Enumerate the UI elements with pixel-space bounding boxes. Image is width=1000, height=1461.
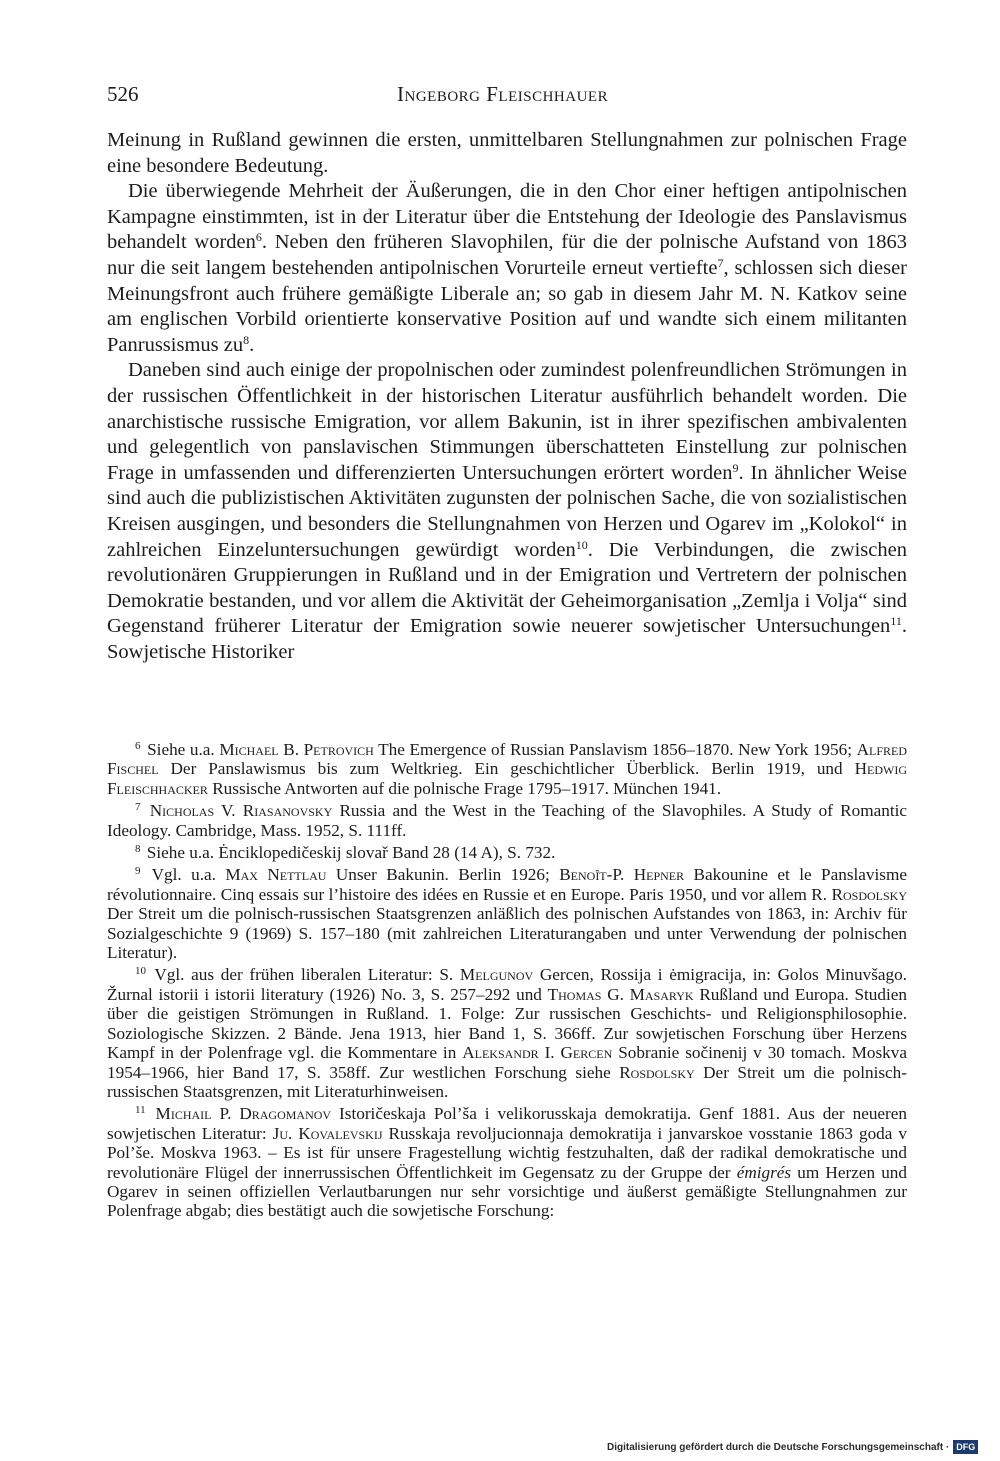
footnote-11: $^{11}$ Michail P. Dragomanov Istoričeskaja Pol’ša i velikorusskaja demokratija. Genf 1881. Aus der neueren sowjetischen Literatur: Ju. Kovalevskij Russkaja revoljucionnaja demokratija i janvarskoe vosstanie 1863 goda v Pol’še. Moskva 1963. – Es ist für unsere Fragestellung wichtig festzuhalten, daß der radikal demokratische und revolutionäre Flügel der innerrussischen Öffentlichkeit im Gegensatz zu der Gruppe der émigrés um Herzen und Ogarev in seinen offiziellen Verlautbarungen nur sehr vorsichtige und äußerst gemäßigte Stellungnahmen zur Polenfrage abgab; dies bestätigt auch die sowjetische Forschung: [107, 1104, 907, 1221]
digitization-credit [607, 1440, 978, 1454]
credit-text: Digitalisierung gefördert durch die Deutsche Forschungsgemeinschaft · [607, 1441, 950, 1453]
footnote-9: $^9$ Vgl. u.a. Max Nettlau Unser Bakunin. Berlin 1926; Benoît-P. Hepner Bakounine et le Panslavisme révolutionnaire. Cinq essais sur l’histoire des idées en Russie et en Europe. Paris 1950, und vor allem R. Rosdolsky Der Streit um die polnisch-russischen Staatsgrenzen anläßlich des polnischen Aufstandes von 1863, in: Archiv für Sozialgeschichte 9 (1969) S. 157–180 (mit zahlreichen Literaturangaben und unter Verwendung der polnischen Literatur). [107, 865, 907, 963]
footnote-ref: 10 [575, 537, 588, 552]
footnote-6: $^6$ Siehe u.a. Michael B. Petrovich The Emergence of Russian Panslavism 1856–1870. New York 1956; Alfred Fischel Der Panslawismus bis zum Weltkrieg. Ein geschichtlicher Überblick. Berlin 1919, und Hedwig Fleischhacker Russische Antworten auf die polnische Frage 1795–1917. München 1941. [107, 740, 907, 798]
footnote-7: $^7$ Nicholas V. Riasanovsky Russia and the West in the Teaching of the Slavophiles. A Study of Romantic Ideology. Cambridge, Mass. 1952, S. 111ff. [107, 801, 908, 840]
page-number: 526 [107, 82, 139, 106]
paragraph: Daneben sind auch einige der propolnischen oder zumindest polenfreundlichen Strömungen in der russischen Öffentlichkeit in der historischen Literatur ausführlich behandelt worden. Die anarchistische russische Emigration, vor allem Bakunin, ist in ihrer spezifischen ambivalenten und gelegentlich von panslavischen Stimmungen überschatteten Einstellung zur polnischen Frage in umfassenden und differenzierten Untersuchungen erörtert worden$^9$. In ähnlicher Weise sind auch die publizistischen Aktivitäten zugunsten der polnischen Sache, die von sozialistischen Kreisen ausgingen, und besonders die Stellungnahmen von Herzen und Ogarev im „Kolokol“ in zahlreichen Einzeluntersuchungen gewürdigt worden$^{10}$. Die Verbindungen, die zwischen revolutionären Gruppierungen in Rußland und in der Emigration und Vertretern der polnischen Demokratie bestanden, und vor allem die Aktivität der Geheimorganisation „Zemlja i Volja“ sind Gegenstand früherer Literatur der Emigration sowie neuerer sowjetischer Untersuchungen$^{11}$. Sowjetische Historiker [107, 359, 907, 663]
page-header [107, 82, 907, 112]
footnote-ref: 6 [255, 230, 262, 245]
footnote-ref: 8 [243, 332, 250, 347]
dfg-logo: DFG [953, 1440, 978, 1454]
footnote-ref: 11 [890, 614, 902, 629]
paragraph: Die überwiegende Mehrheit der Äußerungen, die in den Chor einer heftigen antipolnischen Kampagne einstimmten, ist in der Literatur über die Entstehung der Ideologie des Panslavismus behandelt worden$^6$. Neben den früheren Slavophilen, für die der polnische Aufstand von 1863 nur die seit langem bestehenden antipolnischen Vorurteile erneut vertiefte$^7$, schlossen sich dieser Meinungsfront auch frühere gemäßigte Liberale an; so gab in diesem Jahr M. N. Katkov seine am englischen Vorbild orientierte konservative Position auf und wandte sich einem militanten Panrussismus $zu^8$. [107, 180, 907, 356]
footnote-8: $^8$ Siehe u.a. Ėnciklopedičeskij slovař Band 28 (14 A), S. 732. [135, 843, 556, 863]
footnote-10: $^{10}$ Vgl. aus der frühen liberalen Literatur: S. Melgunov Gercen, Rossija i ėmigracija, in: Golos Minuvšago. Žurnal istorii i istorii literatury (1926) No. 3, S. 257–292 und Thomas G. Masaryk Rußland und Europa. Studien über die geistigen Strömungen in Rußland. 1. Folge: Zur russischen Geschichts- und Religionsphilosophie. Soziologische Skizzen. 2 Bände. Jena 1913, hier Band 1, S. 366ff. Zur sowjetischen Forschung über Herzens Kampf in der Polenfrage vgl. die Kommentare in Aleksandr I. Gercen Sobranie sočinenij v 30 tomach. Moskva 1954–1966, hier Band 17, S. 358ff. Zur westlichen Forschung siehe Rosdolsky Der Streit um die polnisch-russischen Staatsgrenzen, mit Literaturhinweisen. [107, 965, 907, 1101]
body-text [107, 128, 907, 665]
footnotes [107, 737, 907, 1221]
running-head: Ingeborg Fleischhauer [397, 82, 609, 106]
footnote-ref: 9 [732, 460, 739, 475]
footnote-ref: 7 [717, 255, 724, 270]
paragraph: Meinung in Rußland gewinnen die ersten, unmittelbaren Stellungnahmen zur polnischen Frage eine besondere Bedeutung. [107, 129, 907, 177]
